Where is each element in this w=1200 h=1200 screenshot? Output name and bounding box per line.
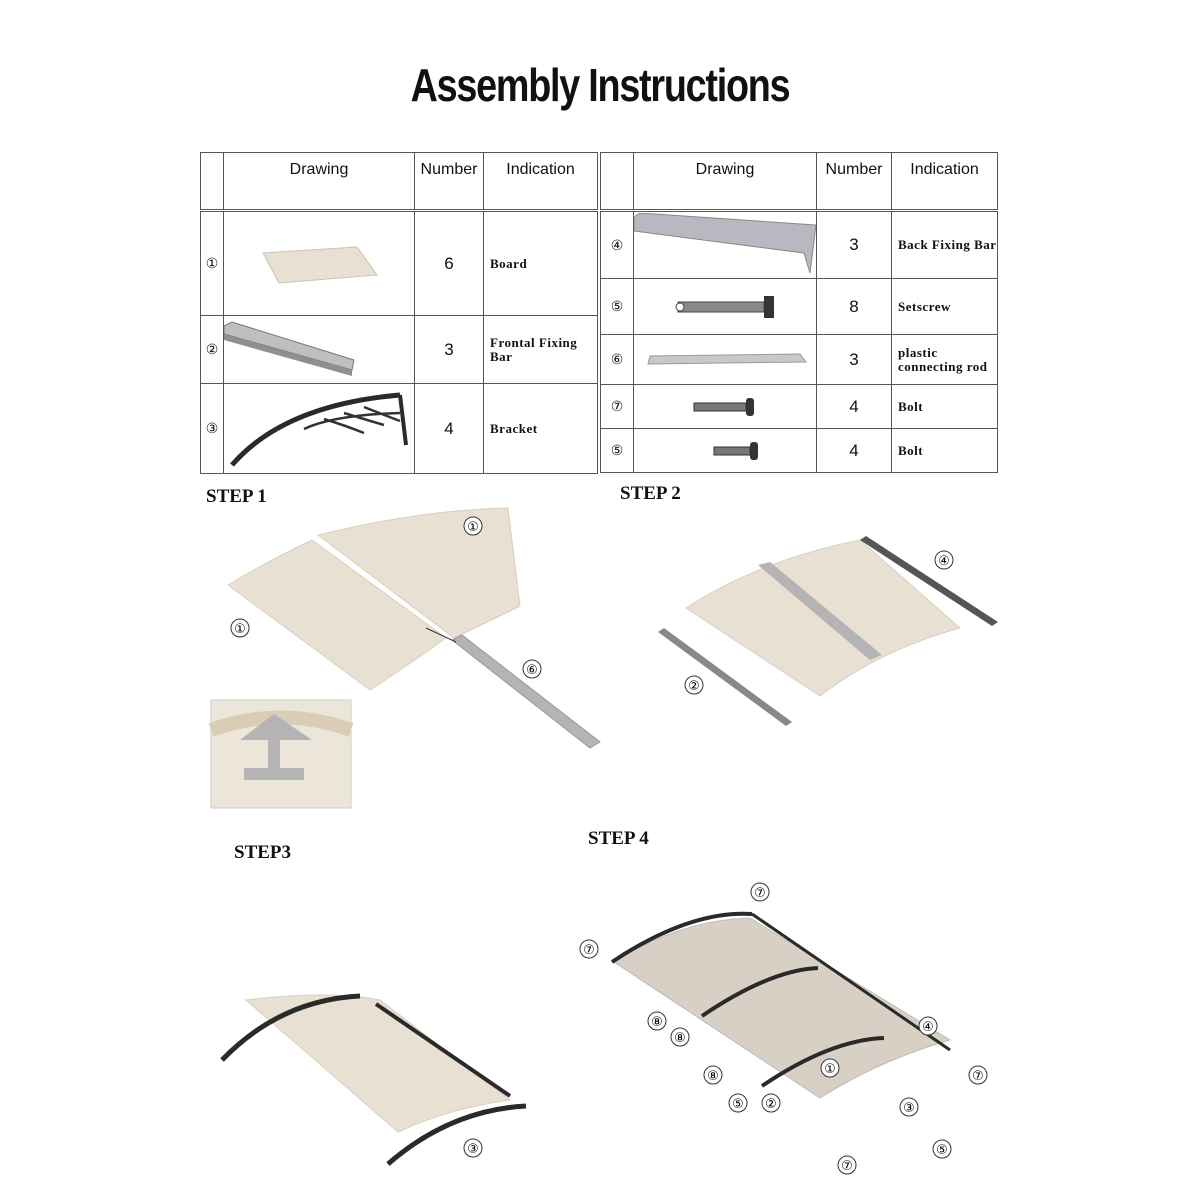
callout-setscrew: ⑤ xyxy=(732,1097,744,1112)
row-indication: Bracket xyxy=(484,384,598,474)
row-index: ③ xyxy=(201,384,224,474)
row-number: 4 xyxy=(817,429,892,473)
step-2-label: STEP 2 xyxy=(620,483,681,504)
callout-board: ① xyxy=(824,1062,836,1077)
callout-screw: ⑧ xyxy=(651,1015,663,1030)
row-number: 8 xyxy=(817,279,892,335)
callout-setscrew: ⑤ xyxy=(936,1143,948,1158)
callout-back-bar: ④ xyxy=(938,554,950,569)
callout-bolt: ⑦ xyxy=(972,1069,984,1084)
callout-board: ① xyxy=(467,520,479,535)
page-title: Assembly Instructions xyxy=(410,59,790,111)
number-header: Number xyxy=(817,153,892,211)
callout-bolt: ⑦ xyxy=(754,886,766,901)
row-index: ④ xyxy=(601,211,634,279)
row-index: ⑦ xyxy=(601,385,634,429)
callout-bolt: ⑦ xyxy=(841,1159,853,1174)
row-index: ① xyxy=(201,211,224,316)
callout-bracket: ③ xyxy=(467,1142,479,1157)
callout-frontal-bar: ② xyxy=(765,1097,777,1112)
callout-frontal-bar: ② xyxy=(688,679,700,694)
row-index: ⑥ xyxy=(601,335,634,385)
step-3-label: STEP3 xyxy=(234,842,292,863)
row-number: 3 xyxy=(415,316,484,384)
callout-back-bar: ④ xyxy=(922,1020,934,1035)
row-indication: Setscrew xyxy=(892,279,998,335)
drawing-header: Drawing xyxy=(634,153,817,211)
row-number: 4 xyxy=(817,385,892,429)
step-4-diagram xyxy=(580,883,987,1174)
row-indication: Frontal Fixing Bar xyxy=(484,316,598,384)
number-header: Number xyxy=(415,153,484,211)
drawing-header: Drawing xyxy=(224,153,415,211)
step-3-diagram xyxy=(211,700,351,808)
row-number: 3 xyxy=(817,335,892,385)
row-indication: plastic connecting rod xyxy=(892,335,998,385)
row-index: ⑤ xyxy=(601,429,634,473)
callout-bracket: ③ xyxy=(903,1101,915,1116)
step-4-label: STEP 4 xyxy=(588,828,649,849)
row-index: ⑤ xyxy=(601,279,634,335)
row-number: 3 xyxy=(817,211,892,279)
row-number: 4 xyxy=(415,384,484,474)
indication-header: Indication xyxy=(484,153,598,211)
step-2-diagram xyxy=(658,536,998,726)
callout-rod: ⑥ xyxy=(526,663,538,678)
step-3-assembly xyxy=(222,995,526,1164)
callout-bolt: ⑦ xyxy=(583,943,595,958)
indication-header: Indication xyxy=(892,153,998,211)
callout-board: ① xyxy=(234,622,246,637)
row-indication: Board xyxy=(484,211,598,316)
row-indication: Back Fixing Bar xyxy=(892,211,998,279)
row-index: ② xyxy=(201,316,224,384)
row-number: 6 xyxy=(415,211,484,316)
row-indication: Bolt xyxy=(892,429,998,473)
row-indication: Bolt xyxy=(892,385,998,429)
step-1-label: STEP 1 xyxy=(206,486,267,507)
callout-screw: ⑧ xyxy=(674,1031,686,1046)
callout-screw: ⑧ xyxy=(707,1069,719,1084)
